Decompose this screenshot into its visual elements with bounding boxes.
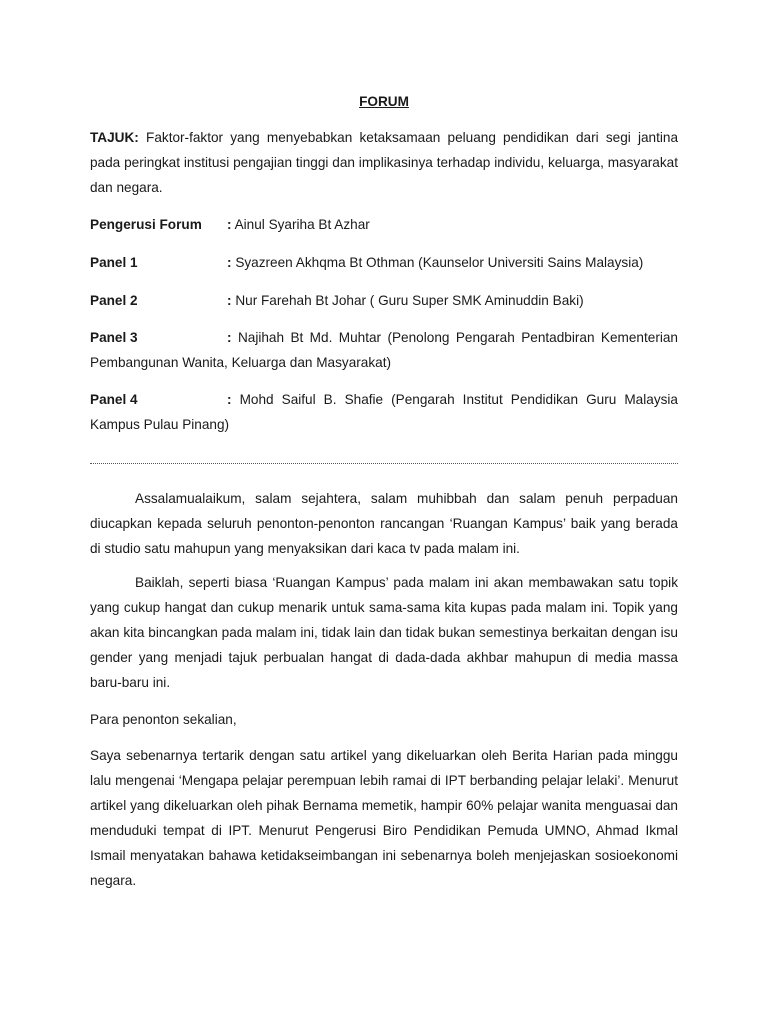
- field-label: Pengerusi Forum: [90, 217, 202, 232]
- field-value: Nur Farehah Bt Johar ( Guru Super SMK Aminuddin Baki): [235, 293, 584, 308]
- field-colon: :: [227, 217, 232, 232]
- field-value: Mohd Saiful B. Shafie (Pengarah Institut Pendidikan Guru Malaysia Kampus Pulau Pinang): [90, 392, 678, 432]
- field-panel-1: [90, 250, 678, 275]
- field-colon: :: [227, 392, 232, 407]
- body-paragraph: Assalamualaikum, salam sejahtera, salam muhibbah dan salam penuh perpaduan diucapkan kepada seluruh penonton-penonton rancangan ‘Ruangan Kampus’ baik yang berada di studio satu mahupun yang menyaksikan dari kaca tv pada malam ini.: [90, 491, 678, 556]
- tajuk-text: Faktor-faktor yang menyebabkan ketaksamaan peluang pendidikan dari segi jantina pada peringkat institusi pengajian tinggi dan implikasinya terhadap individu, keluarga, masyarakat dan negara.: [90, 130, 679, 195]
- field-label: Panel 2: [90, 293, 138, 308]
- field-label: Panel 3: [90, 330, 138, 345]
- document-title: FORUM: [359, 94, 409, 109]
- tajuk-label: TAJUK:: [90, 130, 139, 145]
- body-paragraph: Baiklah, seperti biasa ‘Ruangan Kampus’ pada malam ini akan membawakan satu topik yang cukup hangat dan cukup menarik untuk sama-sama kita kupas pada malam ini. Topik yang akan kita bincangkan pada malam ini, tidak lain dan tidak bukan semestinya berkaitan dengan isu gender yang menjadi tajuk perbualan hangat di dada-dada akhbar mahupun di media massa baru-baru ini.: [90, 575, 678, 690]
- field-colon: :: [227, 293, 232, 308]
- field-pengerusi: [90, 212, 678, 237]
- field-label: Panel 1: [90, 255, 138, 270]
- field-panel-3: [90, 325, 678, 375]
- field-panel-4: [90, 387, 678, 437]
- field-label: Panel 4: [90, 392, 138, 407]
- field-colon: :: [227, 255, 232, 270]
- field-colon: :: [227, 330, 232, 345]
- dotted-separator: [90, 463, 678, 464]
- field-value: Najihah Bt Md. Muhtar (Penolong Pengarah Pentadbiran Kementerian Pembangunan Wanita, Keluarga dan Masyarakat): [90, 330, 678, 370]
- field-value: Syazreen Akhqma Bt Othman (Kaunselor Universiti Sains Malaysia): [235, 255, 644, 270]
- tajuk-paragraph: [90, 125, 678, 200]
- field-panel-2: [90, 288, 678, 313]
- field-value: Ainul Syariha Bt Azhar: [234, 217, 370, 232]
- body-paragraph: Saya sebenarnya tertarik dengan satu artikel yang dikeluarkan oleh Berita Harian pada minggu lalu mengenai ‘Mengapa pelajar perempuan lebih ramai di IPT berbanding pelajar lelaki’. Menurut artikel yang dikeluarkan oleh pihak Bernama memetik, hampir 60% pelajar wanita menguasai dan menduduki tempat di IPT. Menurut Pengerusi Biro Pendidikan Pemuda UMNO, Ahmad Ikmal Ismail menyatakan bahawa ketidakseimbangan ini sebenarnya boleh menjejaskan sosioekonomi negara.: [90, 748, 678, 888]
- body-paragraph: Para penonton sekalian,: [90, 712, 237, 727]
